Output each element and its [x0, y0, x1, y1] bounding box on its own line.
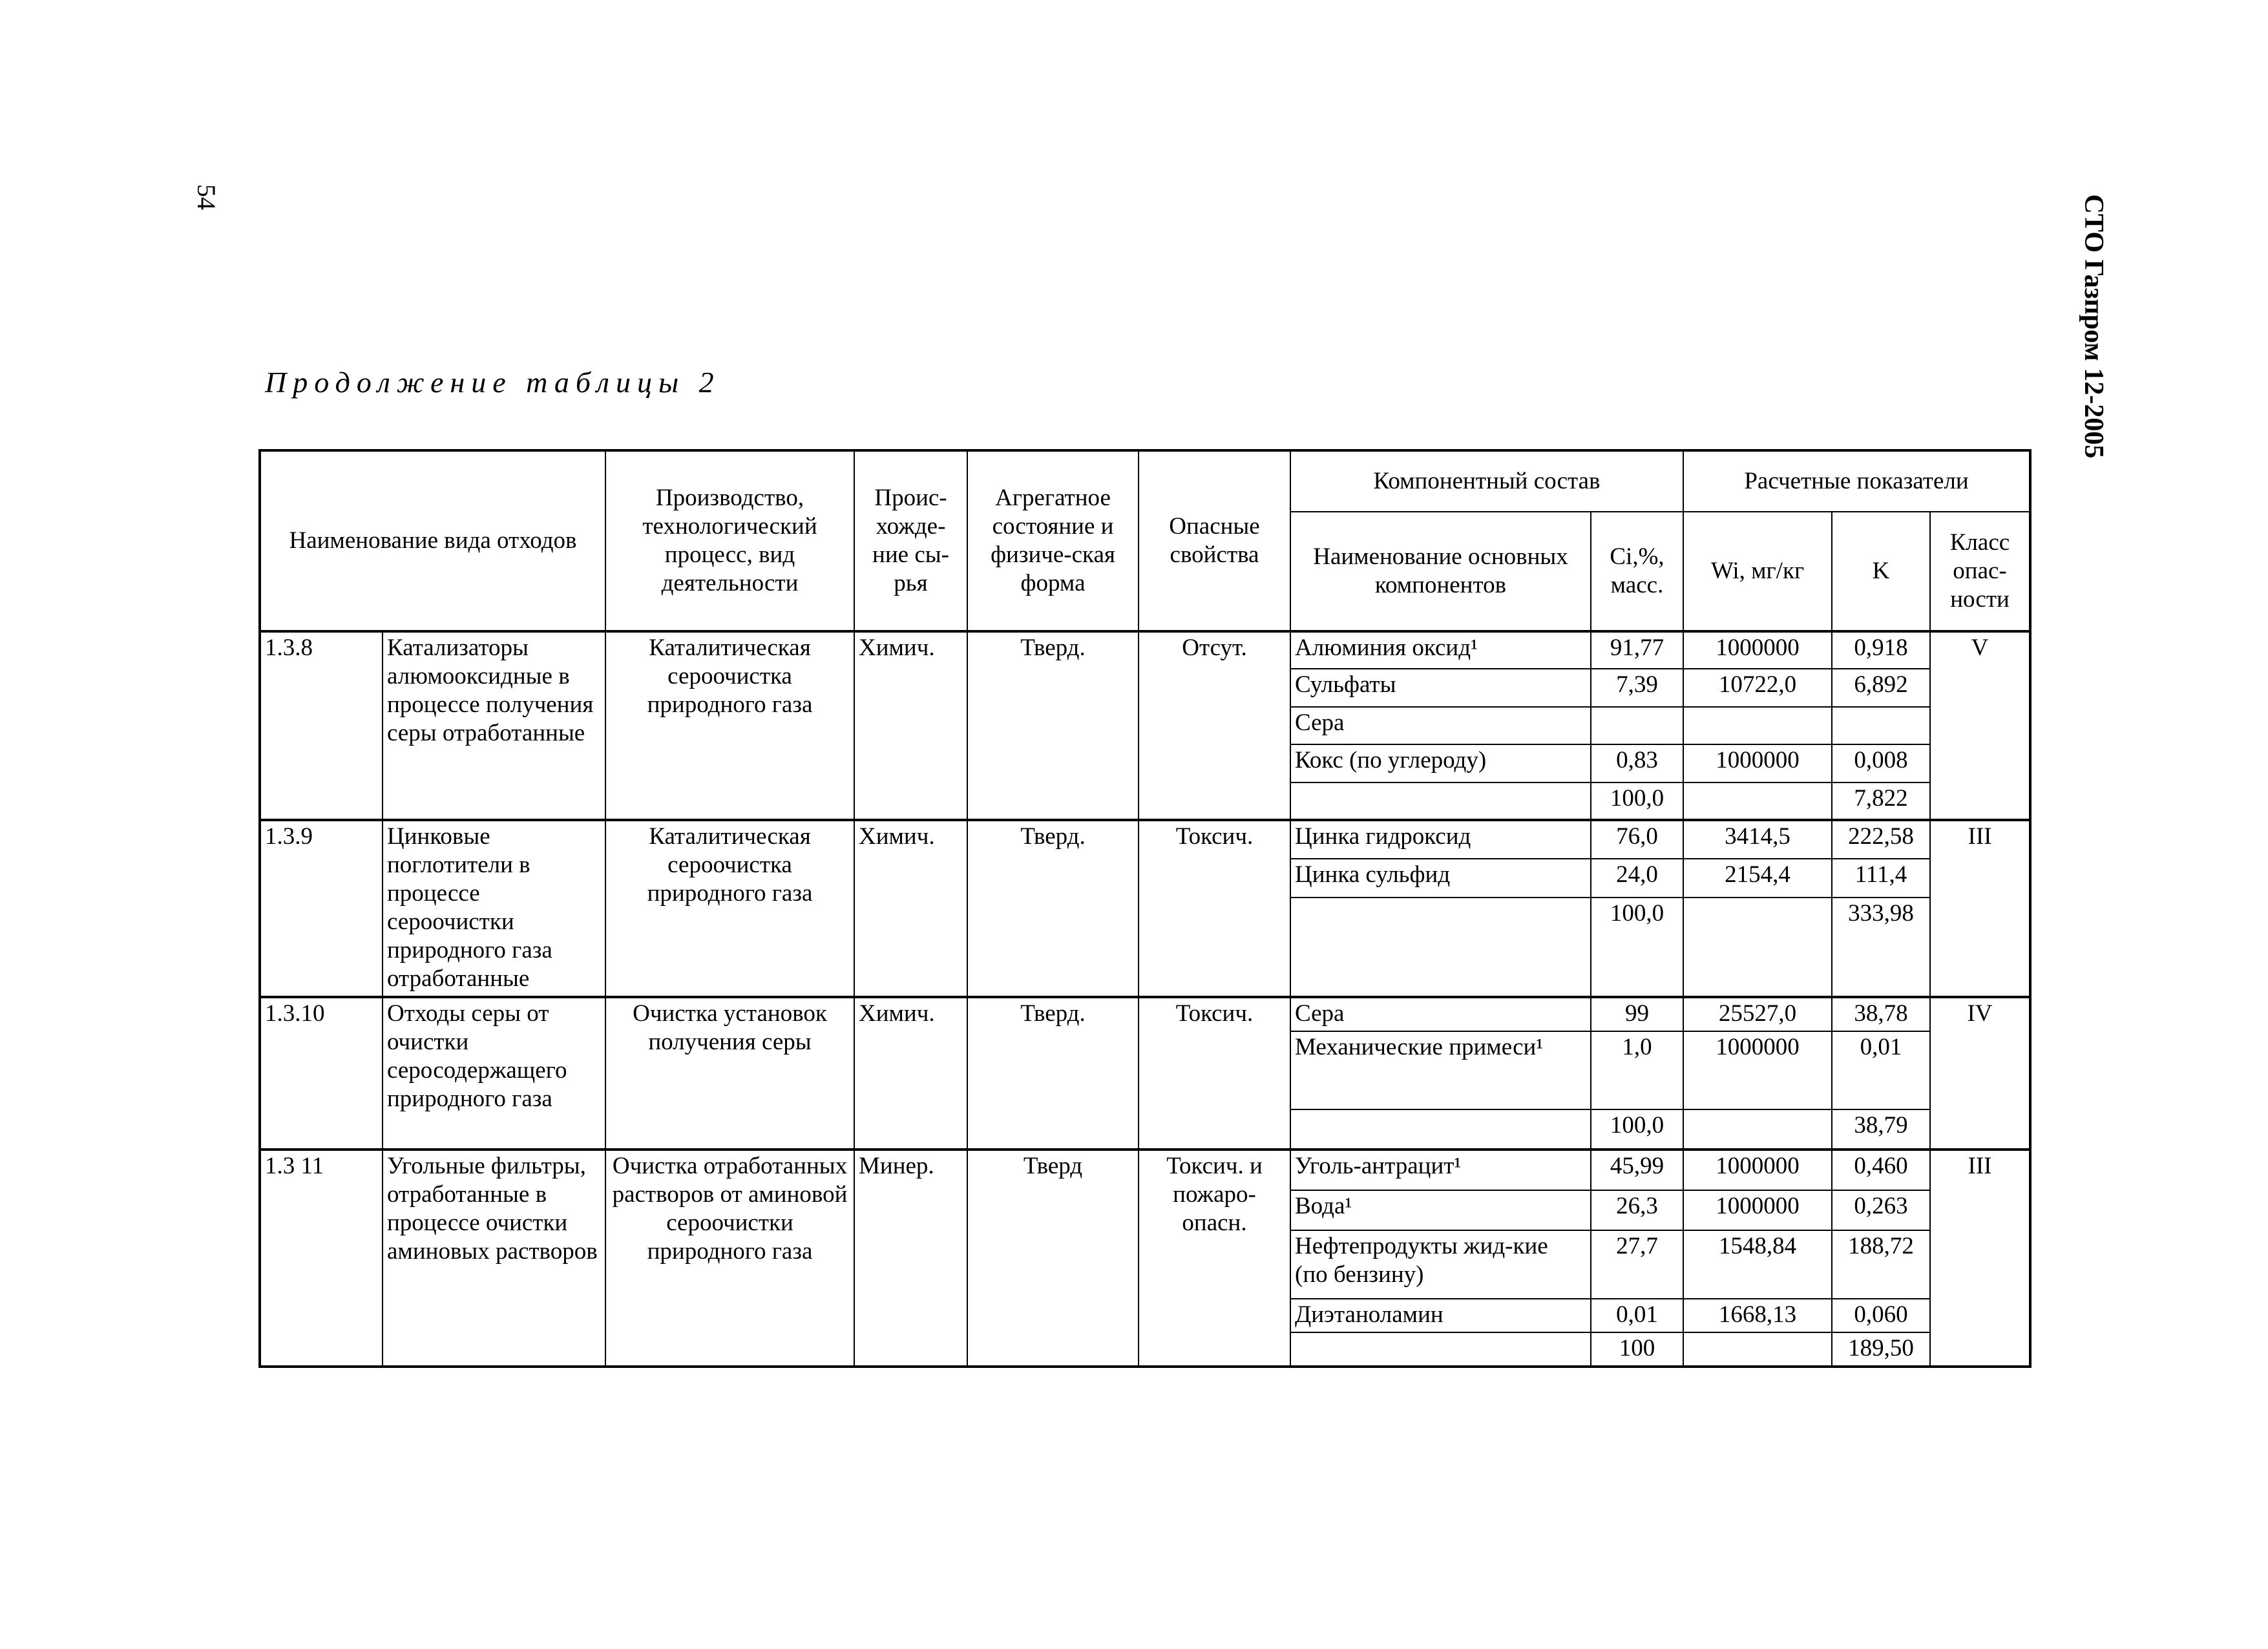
table-row [260, 820, 2030, 859]
production-process: Каталитическая сероочистка природного газа [605, 820, 854, 997]
raw-origin: Химич. [854, 631, 967, 820]
component-k: 0,060 [1832, 1299, 1930, 1332]
component-name: Сульфаты [1290, 669, 1591, 706]
component-k: 222,58 [1832, 820, 1930, 859]
component-k: 0,460 [1832, 1150, 1930, 1190]
component-wi [1683, 898, 1832, 998]
hazard-class: III [1930, 820, 2030, 997]
component-k: 0,01 [1832, 1031, 1930, 1109]
component-k: 6,892 [1832, 669, 1930, 706]
component-k: 38,78 [1832, 997, 1930, 1031]
component-wi: 1548,84 [1683, 1230, 1832, 1299]
component-ci-total: 100,0 [1591, 782, 1683, 820]
waste-table [258, 449, 2032, 1368]
header-component-name: Наименование основных компонентов [1290, 512, 1591, 631]
component-k: 0,263 [1832, 1190, 1930, 1230]
component-k: 188,72 [1832, 1230, 1930, 1299]
hazard-property: Отсут. [1139, 631, 1290, 820]
component-ci-total: 100 [1591, 1332, 1683, 1367]
component-k: 111,4 [1832, 859, 1930, 898]
waste-code: 1.3.9 [260, 820, 383, 997]
waste-name: Угольные фильтры, отработанные в процессе очистки аминовых растворов [383, 1150, 605, 1367]
waste-name: Цинковые поглотители в процессе сероочистки природного газа отработанные [383, 820, 605, 997]
component-wi: 1668,13 [1683, 1299, 1832, 1332]
component-wi [1683, 1332, 1832, 1367]
component-wi: 1000000 [1683, 1150, 1832, 1190]
document-code: СТО Газпром 12-2005 [2079, 194, 2108, 459]
header-indicators: Расчетные показатели [1683, 450, 2030, 512]
component-k-total: 333,98 [1832, 898, 1930, 998]
hazard-class: IV [1930, 997, 2030, 1150]
component-ci: 0,01 [1591, 1299, 1683, 1332]
component-name: Сера [1290, 707, 1591, 744]
component-wi: 10722,0 [1683, 669, 1832, 706]
component-k [1832, 707, 1930, 744]
component-ci: 7,39 [1591, 669, 1683, 706]
raw-origin: Химич. [854, 997, 967, 1150]
component-name: Сера [1290, 997, 1591, 1031]
header-origin: Проис-хожде-ние сы-рья [854, 450, 967, 631]
component-name: Кокс (по углероду) [1290, 744, 1591, 782]
production-process: Очистка отработанных растворов от аминовой сероочистки природного газа [605, 1150, 854, 1367]
component-ci: 0,83 [1591, 744, 1683, 782]
component-name: Нефтепродукты жид-кие (по бензину) [1290, 1230, 1591, 1299]
component-wi: 25527,0 [1683, 997, 1832, 1031]
component-ci-total: 100,0 [1591, 1109, 1683, 1150]
component-name: Механические примеси¹ [1290, 1031, 1591, 1109]
table-row [260, 631, 2030, 669]
waste-name: Отходы серы от очистки серосодержащего природного газа [383, 997, 605, 1150]
component-wi: 2154,4 [1683, 859, 1832, 898]
component-ci: 45,99 [1591, 1150, 1683, 1190]
component-k: 0,008 [1832, 744, 1930, 782]
hazard-property: Токсич. [1139, 997, 1290, 1150]
table-body [260, 631, 2030, 1367]
table-header [260, 450, 2030, 631]
physical-state: Тверд. [967, 997, 1139, 1150]
header-waste-name: Наименование вида отходов [260, 450, 605, 631]
page-number: 54 [192, 184, 222, 210]
component-wi: 1000000 [1683, 1031, 1832, 1109]
production-process: Очистка установок получения серы [605, 997, 854, 1150]
component-name: Вода¹ [1290, 1190, 1591, 1230]
component-k: 0,918 [1832, 631, 1930, 669]
component-ci: 91,77 [1591, 631, 1683, 669]
component-wi: 1000000 [1683, 1190, 1832, 1230]
waste-name: Катализаторы алюмооксидные в процессе получения серы отработанные [383, 631, 605, 820]
component-ci: 26,3 [1591, 1190, 1683, 1230]
header-class: Класс опас-ности [1930, 512, 2030, 631]
component-ci: 24,0 [1591, 859, 1683, 898]
waste-code: 1.3.10 [260, 997, 383, 1150]
physical-state: Тверд. [967, 631, 1139, 820]
hazard-property: Токсич. и пожаро-опасн. [1139, 1150, 1290, 1367]
header-composition: Компонентный состав [1290, 450, 1683, 512]
table-row [260, 997, 2030, 1031]
component-ci [1591, 707, 1683, 744]
waste-code: 1.3 11 [260, 1150, 383, 1367]
component-ci: 1,0 [1591, 1031, 1683, 1109]
component-k-total: 7,822 [1832, 782, 1930, 820]
header-state: Агрегатное состояние и физиче-ская форма [967, 450, 1139, 631]
component-name: Уголь-антрацит¹ [1290, 1150, 1591, 1190]
component-name: Диэтаноламин [1290, 1299, 1591, 1332]
hazard-property: Токсич. [1139, 820, 1290, 997]
component-name: Цинка гидроксид [1290, 820, 1591, 859]
component-name [1290, 898, 1591, 998]
hazard-class: V [1930, 631, 2030, 820]
component-ci: 99 [1591, 997, 1683, 1031]
component-ci: 76,0 [1591, 820, 1683, 859]
component-name [1290, 1109, 1591, 1150]
component-ci: 27,7 [1591, 1230, 1683, 1299]
component-wi: 1000000 [1683, 744, 1832, 782]
table-row [260, 1150, 2030, 1190]
component-ci-total: 100,0 [1591, 898, 1683, 998]
component-name: Алюминия оксид¹ [1290, 631, 1591, 669]
hazard-class: III [1930, 1150, 2030, 1367]
header-ci: Ci,%, масс. [1591, 512, 1683, 631]
component-wi [1683, 782, 1832, 820]
raw-origin: Минер. [854, 1150, 967, 1367]
waste-code: 1.3.8 [260, 631, 383, 820]
component-k-total: 189,50 [1832, 1332, 1930, 1367]
component-name [1290, 1332, 1591, 1367]
component-name [1290, 782, 1591, 820]
component-wi: 1000000 [1683, 631, 1832, 669]
physical-state: Тверд. [967, 820, 1139, 997]
production-process: Каталитическая сероочистка природного газа [605, 631, 854, 820]
header-wi: Wi, мг/кг [1683, 512, 1832, 631]
component-wi [1683, 707, 1832, 744]
physical-state: Тверд [967, 1150, 1139, 1367]
component-wi: 3414,5 [1683, 820, 1832, 859]
raw-origin: Химич. [854, 820, 967, 997]
header-k: K [1832, 512, 1930, 631]
component-wi [1683, 1109, 1832, 1150]
component-k-total: 38,79 [1832, 1109, 1930, 1150]
header-production: Производство, технологический процесс, вид деятельности [605, 450, 854, 631]
table-caption: Продолжение таблицы 2 [265, 366, 720, 399]
component-name: Цинка сульфид [1290, 859, 1591, 898]
header-hazard: Опасные свойства [1139, 450, 1290, 631]
